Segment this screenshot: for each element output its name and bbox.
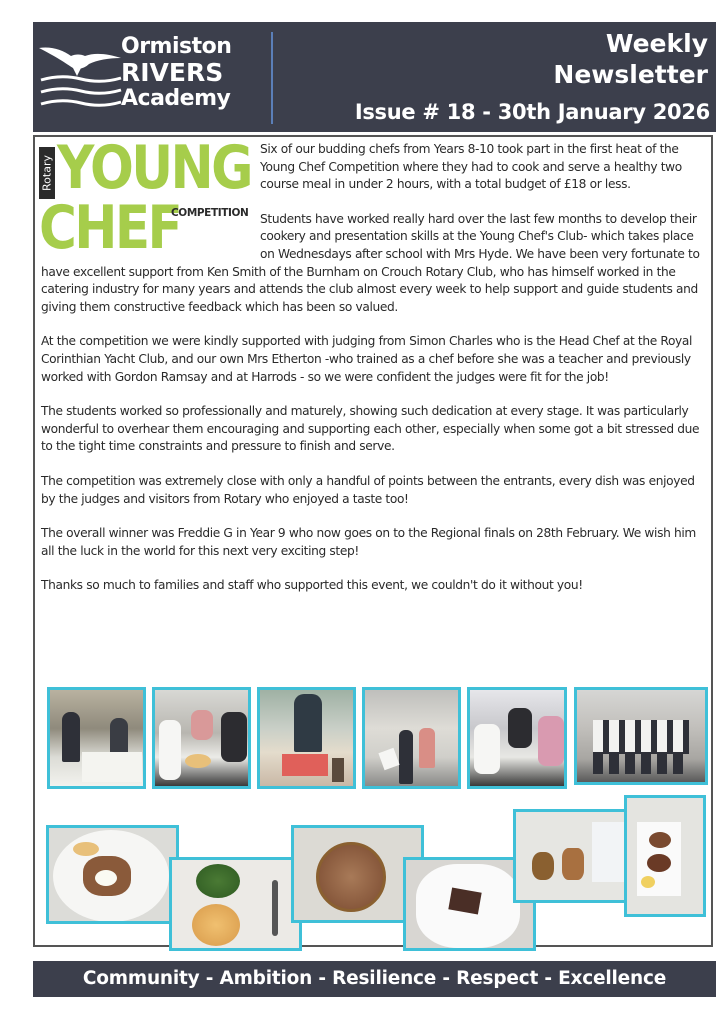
photo-student-cooking xyxy=(257,687,356,789)
article-paragraph: The competition was extremely close with only a handful of points between the entrants, every dish was enjoyed by the judges and visitors from Rotary who enjoyed a taste too! xyxy=(41,473,695,506)
rotary-label: Rotary xyxy=(40,155,54,191)
article-panel xyxy=(33,135,713,947)
logo-competition-text: COMPETITION xyxy=(171,207,249,219)
photo-student-presenting xyxy=(362,687,461,789)
photo-classroom-students xyxy=(47,687,146,789)
school-name xyxy=(121,34,231,112)
article-paragraph: The overall winner was Freddie G in Year 9 who now goes on to the Regional finals on 28th February. We wish him all the luck in the world for this next very exciting step! xyxy=(41,526,696,558)
school-name-line-3: Academy xyxy=(121,86,231,111)
article-paragraph: Six of our budding chefs from Years 8-10 took part in the first heat of the Young Chef Competition where they had to cook and serve a healthy two course meal in under 2 hours, with a total budget of £18 or less. xyxy=(260,142,682,192)
photo-judges-scoring xyxy=(467,687,567,789)
article-paragraph: Thanks so much to families and staff who supported this event, we couldn't do it without you! xyxy=(41,578,583,593)
photo-dish-fish xyxy=(46,825,179,924)
newsletter-title-line-2: Newsletter xyxy=(553,60,708,89)
newsletter-title xyxy=(553,28,708,90)
issue-date: Issue # 18 - 30th January 2026 xyxy=(354,100,710,124)
article-paragraph: The students worked so professionally and maturely, showing such dedication at every stage. It was particularly wonderful to overhear them encouraging and supporting each other, especially when some got a bit stressed due to the tight time constraints and pressure to finish and serve. xyxy=(41,404,700,454)
school-name-line-1: Ormiston xyxy=(121,34,232,59)
article-paragraph: Students have worked really hard over the last few months to develop their cookery and presentation skills at the Young Chef's Club- which takes place on Wednesdays after school with Mrs Hyde. We have been very fortunate to have excellent support from Ken Smith of the Burnham on Crouch Rotary Club, who has himself worked in the catering industry for many years and attends the club almost every week to help support and guide students and giving them constructive feedback which has been so valued. xyxy=(41,211,700,314)
school-name-line-2: RIVERS xyxy=(121,58,224,87)
photo-dish-salad-gratin xyxy=(169,857,302,951)
photo-dish-plated-main xyxy=(624,795,706,917)
newsletter-title-line-1: Weekly xyxy=(605,29,708,58)
photo-dish-platter xyxy=(513,809,633,903)
photo-judges-tasting xyxy=(152,687,251,789)
newsletter-header xyxy=(33,22,716,132)
article-paragraph: At the competition we were kindly supported with judging from Simon Charles who is the Head Chef at the Royal Corinthian Yacht Club, and our own Mrs Etherton -who trained as a chef before she was a teacher and previously worked with Gordon Ramsay and at Harrods - so we were confident the judges were fit for the job! xyxy=(41,334,693,384)
bird-waves-logo-icon xyxy=(37,32,123,112)
article-body xyxy=(41,141,709,612)
photo-group-lineup xyxy=(574,687,708,785)
logo-chef-text: CHEF xyxy=(39,193,181,263)
school-values-footer: Community - Ambition - Resilience - Respect - Excellence xyxy=(33,961,716,997)
logo-young-text: YOUNG xyxy=(57,133,251,203)
header-divider xyxy=(271,32,273,124)
